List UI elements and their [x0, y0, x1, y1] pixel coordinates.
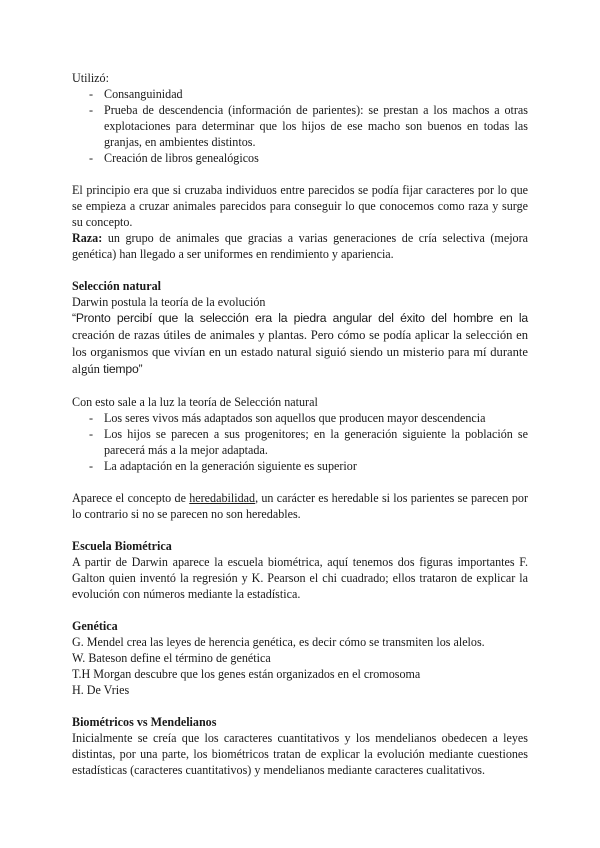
principle-paragraph: El principio era que si cruzaba individuos entre parecidos se podía fijar caracteres por lo que se empieza a cruzar animales parecidos para conseguir lo que conocemos como raza y surge su concepto. — [72, 183, 528, 229]
raza-term: Raza: — [72, 231, 103, 245]
list-item: - Los hijos se parecen a sus progenitores; en la generación siguiente la población se parecerá más a la mejor adaptada. — [72, 426, 528, 458]
list-item: - Consanguinidad — [72, 86, 528, 102]
list-item: - Creación de libros genealógicos — [72, 150, 528, 166]
biometrica-paragraph: A partir de Darwin aparece la escuela biométrica, aquí tenemos dos figuras importantes F. Galton quien inventó la regresión y K. Pearson el chi cuadrado; ellos trataron de explicar la evolución con números mediante la estadística. — [72, 555, 528, 601]
heredabilidad-before: Aparece el concepto de — [72, 491, 190, 505]
quote-part1: “Pronto percibí que la selección era la piedra angular del éxito del hombre en la — [72, 311, 528, 325]
document-page — [72, 70, 528, 778]
intro-list — [72, 86, 528, 166]
list-item: - Prueba de descendencia (información de parientes): se prestan a los machos a otras explotaciones para determinar que los hijos de ese macho son buenos en todas las granjas, en ambientes distintos. — [72, 102, 528, 150]
raza-text: un grupo de animales que gracias a varias generaciones de cría selectiva (mejora genética) han llegado a ser uniformes en rendimiento y apariencia. — [72, 231, 528, 261]
seleccion-list — [72, 410, 528, 474]
heredabilidad-after: , un carácter es heredable si los parientes se parecen por lo contrario si no se parecen no son heredables. — [72, 491, 529, 521]
genetica-line: T.H Morgan descubre que los genes están organizados en el cromosoma — [72, 667, 421, 681]
bvm-paragraph: Inicialmente se creía que los caracteres cuantitativos y los mendelianos obedecen a leyes distintas, por una parte, los biométricos tratan de explicar la evolución mediante cuestiones estadísticas (caracteres cuantitativos) y mendelianos mediante caracteres cualitativos. — [72, 731, 528, 777]
heredabilidad-paragraph — [72, 490, 528, 522]
heredabilidad-term: heredabilidad — [189, 491, 256, 505]
section-heading-bvm: Biométricos vs Mendelianos — [72, 715, 217, 729]
section-heading-biometrica: Escuela Biométrica — [72, 539, 172, 553]
section-heading-genetica: Genética — [72, 619, 118, 633]
intro-label: Utilizó: — [72, 71, 109, 85]
quote-part3: tiempo” — [103, 362, 143, 376]
genetica-line: W. Bateson define el término de genética — [72, 651, 271, 665]
section-heading-seleccion: Selección natural — [72, 279, 162, 293]
seleccion-intro: Con esto sale a la luz la teoría de Selección natural — [72, 395, 318, 409]
list-item: - La adaptación en la generación siguiente es superior — [72, 458, 528, 474]
raza-definition — [72, 230, 528, 262]
darwin-quote — [72, 310, 528, 378]
genetica-line: H. De Vries — [72, 683, 130, 697]
genetica-line: G. Mendel crea las leyes de herencia genética, es decir cómo se transmiten los alelos. — [72, 635, 485, 649]
list-item: - Los seres vivos más adaptados son aquellos que producen mayor descendencia — [72, 410, 528, 426]
darwin-line: Darwin postula la teoría de la evolución — [72, 295, 266, 309]
quote-part2: creación de razas útiles de animales y plantas. Pero cómo se podía aplicar la selección en los organismos que vivían en un estado natural siguió siendo un misterio para mí durante algún — [72, 328, 528, 376]
